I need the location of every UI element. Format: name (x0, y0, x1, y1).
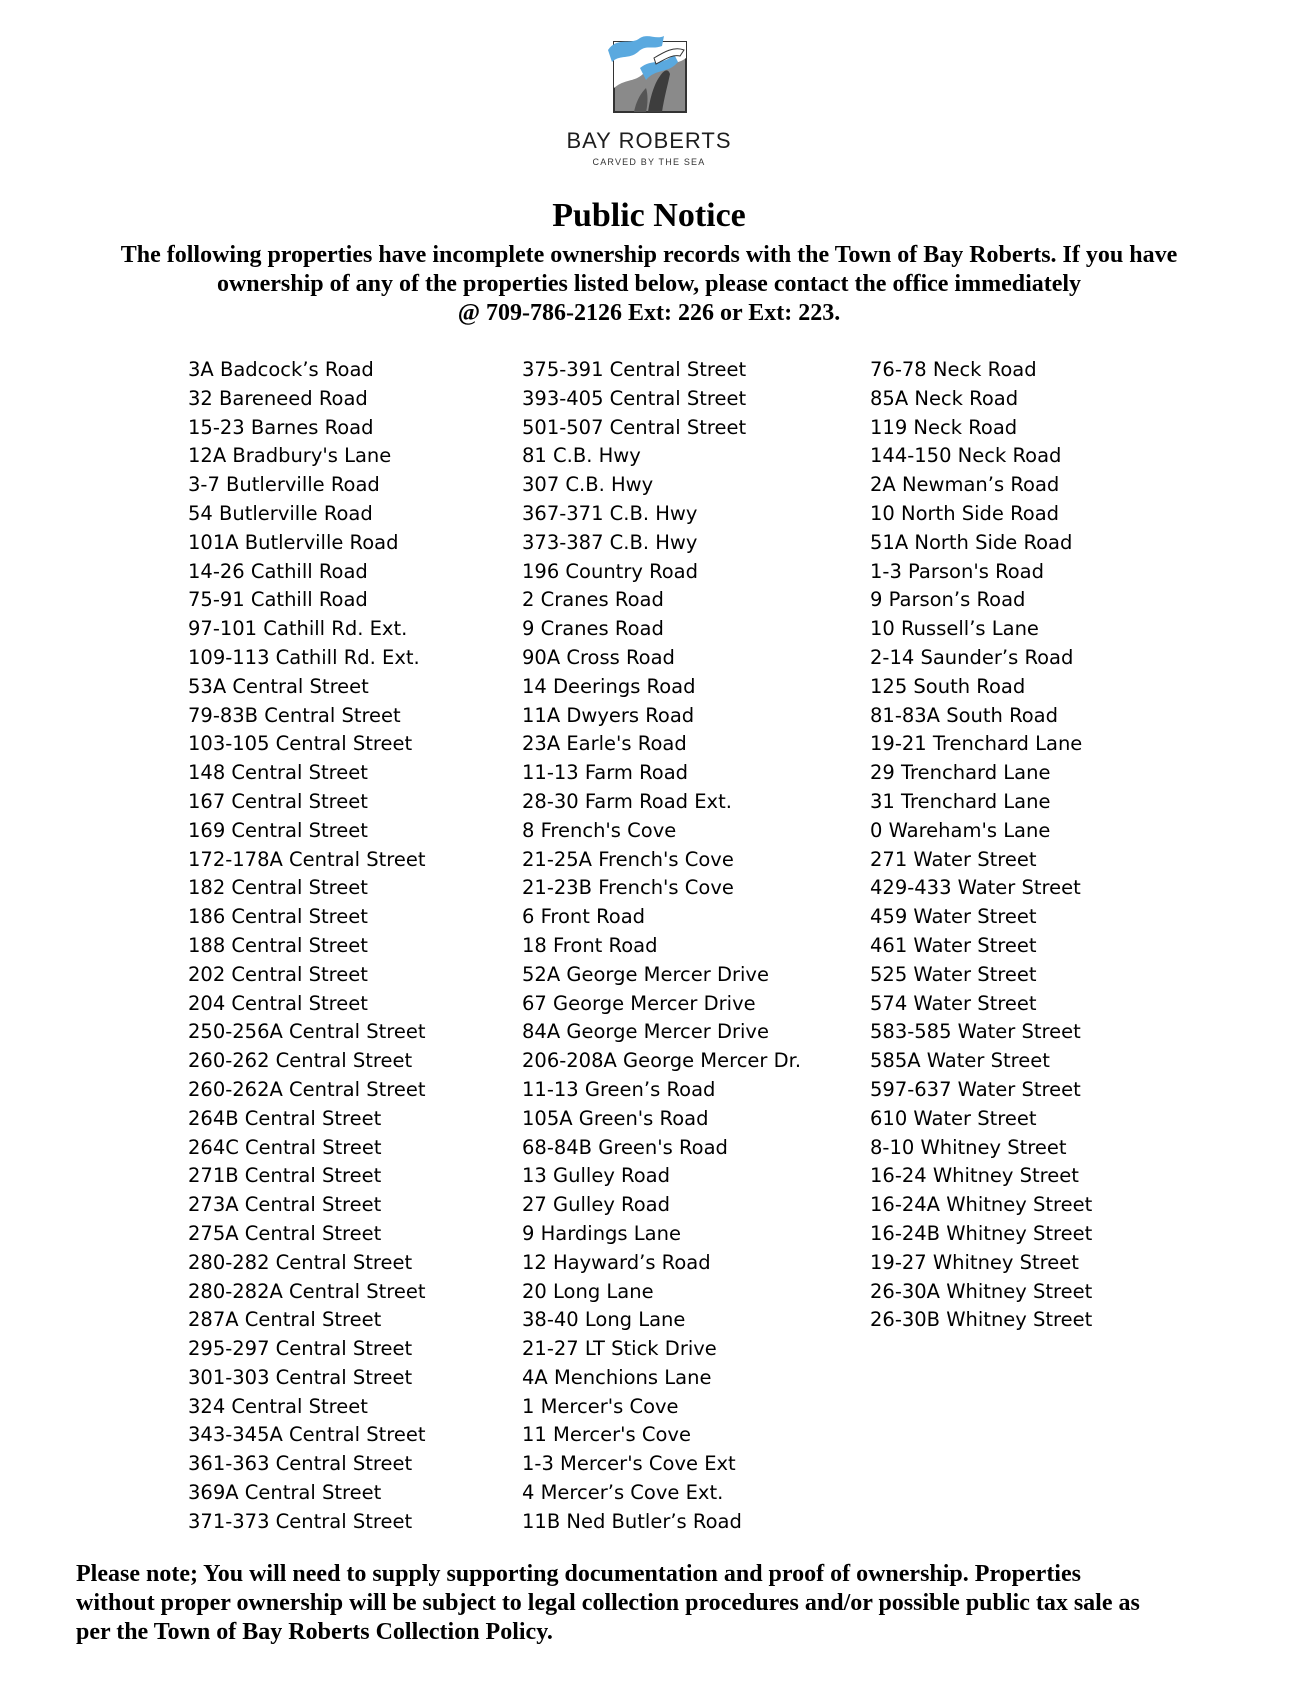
property-address: 188 Central Street (188, 933, 368, 957)
property-address: 85A Neck Road (870, 386, 1019, 410)
property-address: 585A Water Street (870, 1049, 1050, 1073)
property-address: 273A Central Street (188, 1193, 382, 1217)
property-address: 21-27 LT Stick Drive (522, 1337, 717, 1361)
page-title: Public Notice (552, 197, 746, 234)
property-list-column-1 (188, 356, 425, 1537)
footer-note-line: without proper ownership will be subject to legal collection procedures and/or possible public tax sale as (76, 1590, 1140, 1616)
property-address: 125 South Road (870, 674, 1026, 698)
property-address: 16-24 Whitney Street (870, 1164, 1079, 1188)
property-address: 97-101 Cathill Rd. Ext. (188, 617, 408, 641)
property-address: 167 Central Street (188, 789, 368, 813)
property-address: 393-405 Central Street (522, 386, 747, 410)
property-address: 501-507 Central Street (522, 415, 747, 439)
property-address: 287A Central Street (188, 1308, 382, 1332)
property-address: 280-282A Central Street (188, 1279, 426, 1303)
intro-paragraph (40, 241, 1258, 328)
property-address: 597-637 Water Street (870, 1077, 1081, 1101)
property-address: 11-13 Farm Road (522, 761, 689, 785)
property-address: 169 Central Street (188, 818, 368, 842)
property-address: 13 Gulley Road (522, 1164, 670, 1188)
property-address: 26-30A Whitney Street (870, 1279, 1093, 1303)
property-address: 31 Trenchard Lane (870, 789, 1051, 813)
property-address: 459 Water Street (870, 905, 1037, 929)
property-address: 2A Newman’s Road (870, 473, 1060, 497)
property-address: 75-91 Cathill Road (188, 588, 368, 612)
property-address: 90A Cross Road (522, 645, 675, 669)
property-address: 375-391 Central Street (522, 358, 747, 381)
property-address: 32 Bareneed Road (188, 386, 368, 410)
property-address: 307 C.B. Hwy (522, 473, 654, 497)
property-address: 81-83A South Road (870, 703, 1059, 727)
property-address: 371-373 Central Street (188, 1509, 413, 1533)
intro-line: The following properties have incomplete ownership records with the Town of Bay Roberts. If you have (120, 242, 1178, 268)
property-address: 271 Water Street (870, 847, 1037, 871)
property-address: 9 Cranes Road (522, 617, 664, 641)
property-address: 1-3 Parson's Road (870, 559, 1044, 583)
property-address: 11-13 Green’s Road (522, 1077, 716, 1101)
property-address: 525 Water Street (870, 962, 1037, 986)
property-address: 206-208A George Mercer Dr. (522, 1049, 802, 1073)
property-address: 271B Central Street (188, 1164, 382, 1188)
property-address: 19-27 Whitney Street (870, 1250, 1079, 1274)
property-address: 105A Green's Road (522, 1106, 709, 1130)
property-address: 18 Front Road (522, 933, 658, 957)
property-address: 9 Parson’s Road (870, 588, 1026, 612)
property-address: 186 Central Street (188, 905, 368, 929)
intro-line: @ 709-786-2126 Ext: 226 or Ext: 223. (457, 300, 841, 326)
property-address: 29 Trenchard Lane (870, 761, 1051, 785)
property-address: 53A Central Street (188, 674, 369, 698)
property-address: 196 Country Road (522, 559, 699, 583)
property-address: 15-23 Barnes Road (188, 415, 374, 439)
property-address: 264B Central Street (188, 1106, 382, 1130)
property-address: 6 Front Road (522, 905, 646, 929)
property-address: 76-78 Neck Road (870, 358, 1037, 381)
property-address: 275A Central Street (188, 1221, 382, 1245)
property-address: 301-303 Central Street (188, 1365, 413, 1389)
property-address: 11 Mercer's Cove (522, 1423, 691, 1447)
property-address: 28-30 Farm Road Ext. (522, 789, 732, 813)
property-address: 12 Hayward’s Road (522, 1250, 711, 1274)
property-address: 101A Butlerville Road (188, 530, 399, 554)
property-address: 260-262A Central Street (188, 1077, 426, 1101)
property-address: 204 Central Street (188, 991, 368, 1015)
property-address: 610 Water Street (870, 1106, 1037, 1130)
property-address: 264C Central Street (188, 1135, 382, 1159)
property-list-column-2 (522, 356, 801, 1537)
property-address: 27 Gulley Road (522, 1193, 670, 1217)
property-address: 4 Mercer’s Cove Ext. (522, 1481, 724, 1505)
property-address: 343-345A Central Street (188, 1423, 426, 1447)
property-address: 2-14 Saunder’s Road (870, 645, 1074, 669)
property-address: 1-3 Mercer's Cove Ext (522, 1452, 736, 1476)
bay-roberts-logo (0, 28, 1298, 168)
property-address: 26-30B Whitney Street (870, 1308, 1093, 1332)
property-address: 84A George Mercer Drive (522, 1020, 769, 1044)
property-address: 295-297 Central Street (188, 1337, 413, 1361)
property-address: 10 Russell’s Lane (870, 617, 1039, 641)
property-address: 79-83B Central Street (188, 703, 401, 727)
property-address: 103-105 Central Street (188, 732, 413, 756)
property-address: 38-40 Long Lane (522, 1308, 686, 1332)
property-address: 23A Earle's Road (522, 732, 687, 756)
property-address: 324 Central Street (188, 1394, 368, 1418)
property-address: 11A Dwyers Road (522, 703, 695, 727)
property-address: 20 Long Lane (522, 1279, 654, 1303)
property-address: 16-24A Whitney Street (870, 1193, 1093, 1217)
property-address: 67 George Mercer Drive (522, 991, 756, 1015)
bay-roberts-logo-icon (604, 28, 694, 118)
property-address: 51A North Side Road (870, 530, 1073, 554)
property-address: 21-25A French's Cove (522, 847, 734, 871)
property-address: 19-21 Trenchard Lane (870, 732, 1083, 756)
property-address: 0 Wareham's Lane (870, 818, 1051, 842)
property-address: 8 French's Cove (522, 818, 677, 842)
property-address: 9 Hardings Lane (522, 1221, 681, 1245)
property-address: 361-363 Central Street (188, 1452, 413, 1476)
property-address: 109-113 Cathill Rd. Ext. (188, 645, 420, 669)
logo-name: BAY ROBERTS (566, 128, 732, 153)
property-address: 4A Menchions Lane (522, 1365, 712, 1389)
property-address: 461 Water Street (870, 933, 1037, 957)
property-address: 16-24B Whitney Street (870, 1221, 1093, 1245)
property-address: 202 Central Street (188, 962, 368, 986)
property-address: 574 Water Street (870, 991, 1037, 1015)
property-address: 14-26 Cathill Road (188, 559, 368, 583)
property-address: 119 Neck Road (870, 415, 1018, 439)
property-address: 8-10 Whitney Street (870, 1135, 1067, 1159)
logo-tagline: CARVED BY THE SEA (592, 157, 706, 167)
property-address: 369A Central Street (188, 1481, 382, 1505)
property-address: 54 Butlerville Road (188, 501, 373, 525)
property-address: 12A Bradbury's Lane (188, 444, 392, 468)
property-address: 148 Central Street (188, 761, 368, 785)
property-address: 250-256A Central Street (188, 1020, 426, 1044)
property-address: 182 Central Street (188, 876, 368, 900)
property-address: 1 Mercer's Cove (522, 1394, 679, 1418)
property-address: 14 Deerings Road (522, 674, 696, 698)
property-address: 429-433 Water Street (870, 876, 1081, 900)
intro-line: ownership of any of the properties listed below, please contact the office immediately (216, 271, 1082, 297)
property-address: 280-282 Central Street (188, 1250, 413, 1274)
property-address: 10 North Side Road (870, 501, 1060, 525)
property-address: 583-585 Water Street (870, 1020, 1081, 1044)
property-address: 52A George Mercer Drive (522, 962, 769, 986)
property-address: 172-178A Central Street (188, 847, 426, 871)
property-address: 3A Badcock’s Road (188, 358, 374, 381)
property-address: 11B Ned Butler’s Road (522, 1509, 742, 1533)
property-address: 3-7 Butlerville Road (188, 473, 380, 497)
property-address: 144-150 Neck Road (870, 444, 1062, 468)
footer-note (76, 1560, 1226, 1647)
footer-note-line: Please note; You will need to supply supporting documentation and proof of ownership. Properties (76, 1561, 1081, 1587)
property-address: 2 Cranes Road (522, 588, 664, 612)
property-address: 260-262 Central Street (188, 1049, 413, 1073)
property-address: 21-23B French's Cove (522, 876, 734, 900)
property-address: 68-84B Green's Road (522, 1135, 728, 1159)
property-address: 373-387 C.B. Hwy (522, 530, 698, 554)
property-address: 81 C.B. Hwy (522, 444, 641, 468)
footer-note-line: per the Town of Bay Roberts Collection Policy. (76, 1619, 553, 1645)
property-list-column-3 (870, 356, 1092, 1335)
property-address: 367-371 C.B. Hwy (522, 501, 698, 525)
